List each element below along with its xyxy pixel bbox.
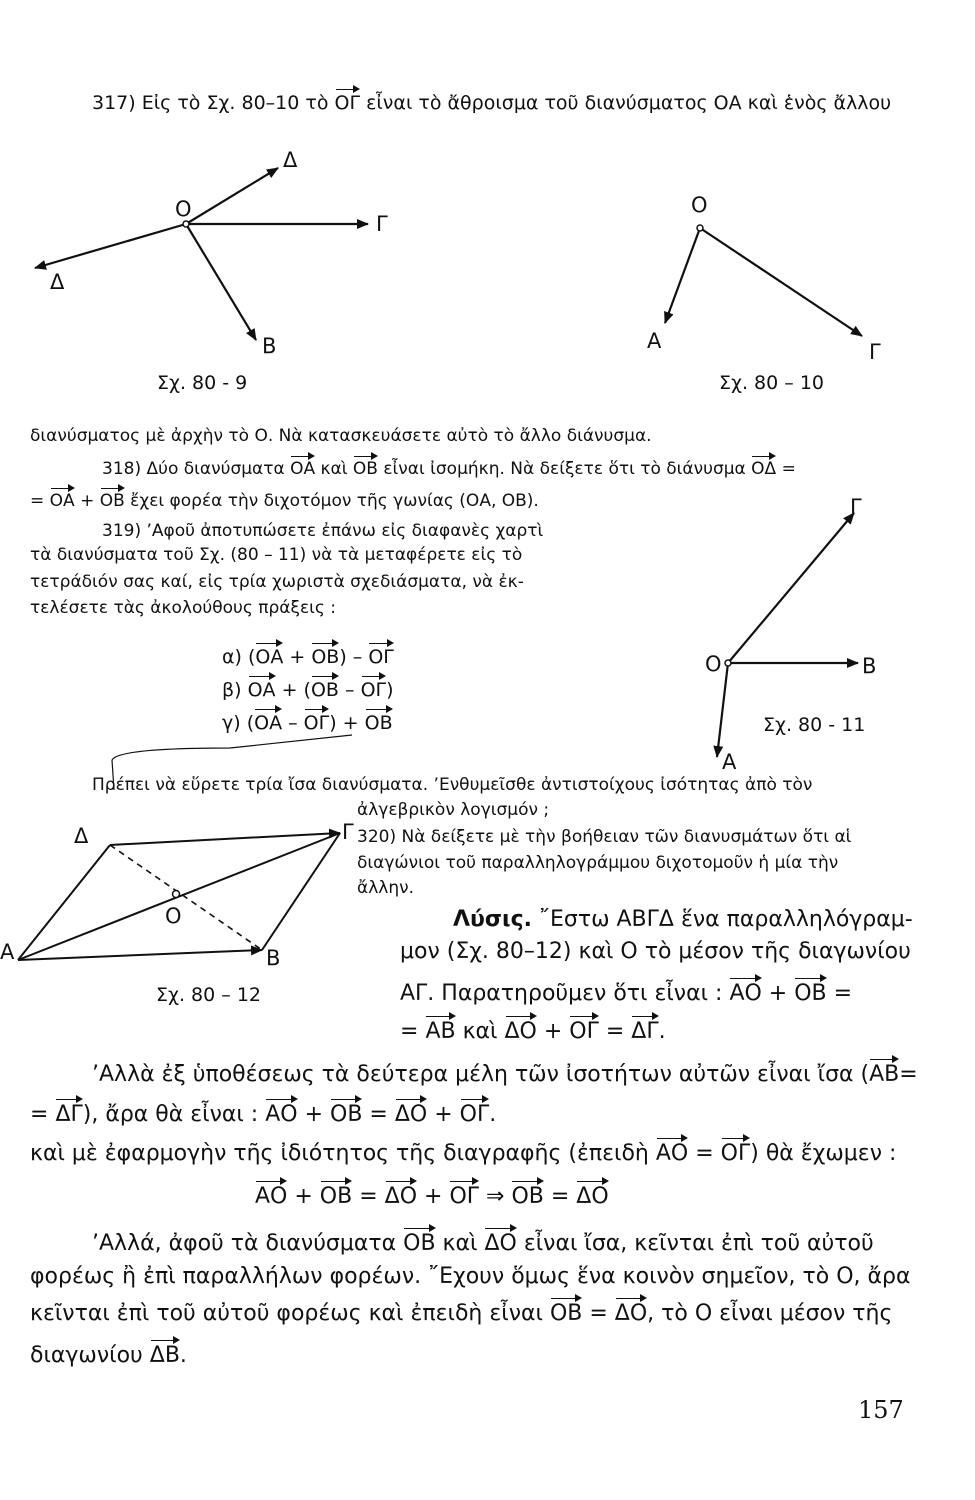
solution-line8: ’Αλλά, ἀφοῦ τὰ διανύσματα ΟΒ καὶ ΔΟ εἶναι ἴσα, κεῖνται ἐπὶ τοῦ αὐτοῦ [92,1231,874,1256]
fig10-label-A: Α [647,329,662,353]
exercise-319-item-b: β) ΟΑ + (ΟΒ – ΟΓ) [222,679,394,701]
exercise-320-line3: ἄλλην. [357,878,415,898]
exercise-318-line1: 318) Δύο διανύσματα ΟΑ καὶ ΟΒ εἶναι ἰσομήκη. Νὰ δείξετε ὅτι τὸ διάνυσμα ΟΔ = [102,459,796,479]
fig9-label-D-left: Δ [50,270,65,294]
figure-80-12 [18,833,340,960]
fig11-arrow-OA [717,663,728,757]
exercise-318-line2: = ΟΑ + ΟΒ ἔχει φορέα τὴν διχοτόμον τῆς γωνίας (ΟΑ, ΟΒ). [30,491,539,511]
fig10-arrow-OG [700,228,862,336]
fig9-arrow-OD [186,168,278,224]
fig12-side-AB [18,950,262,960]
fig11-arrow-OG [728,513,854,663]
exercise-319-line2: τὰ διανύσματα τοῦ Σχ. (80 – 11) νὰ τὰ μεταφέρετε εἰς τὸ [30,545,523,565]
solution-line3: ΑΓ. Παρατηροῦμεν ὅτι εἶναι : ΑΟ + ΟΒ = [400,981,853,1006]
fig11-caption: Σχ. 80 - 11 [763,714,866,736]
exercise-319-line6: ἀλγεβρικὸν λογισμόν ; [357,800,550,820]
exercise-319-item-a: α) (ΟΑ + ΟΒ) – ΟΓ [222,646,394,668]
solution-line1: Λύσις. ῎Εστω ΑΒΓΔ ἕνα παραλληλόγραμ- [453,907,913,932]
fig9-label-B: Β [262,334,277,358]
page-number: 157 [858,1396,904,1424]
solution-line7: καὶ μὲ ἐφαρμογὴν τῆς ἰδιότητος τῆς διαγραφῆς (ἐπειδὴ ΑΟ = ΟΓ) θὰ ἔχωμεν : [30,1141,897,1166]
exercise-320-line1: 320) Νὰ δείξετε μὲ τὴν βοήθειαν τῶν διανυσμάτων ὅτι αἱ [357,827,852,847]
figure-80-10 [665,225,862,336]
exercise-319-line1: 319) ’Αφοῦ ἀποτυπώσετε ἐπάνω εἰς διαφανὲς χαρτὶ [102,521,544,541]
exercise-319-line4: τελέσετε τὰς ἀκολούθους πράξεις : [30,598,336,618]
solution-line9: φορέως ἢ ἐπὶ παραλλήλων φορέων. ῎Εχουν ὅμως ἕνα κοινὸν σημεῖον, τὸ Ο, ἄρα [30,1264,911,1289]
fig11-label-A: Α [722,750,737,774]
solution-line2: μον (Σχ. 80–12) καὶ Ο τὸ μέσον τῆς διαγωνίου [400,939,911,964]
fig12-side-DG [110,833,340,845]
exercise-317-line2: διανύσματος μὲ ἀρχὴν τὸ Ο. Νὰ κατασκευάσετε αὐτὸ τὸ ἄλλο διάνυσμα. [30,426,652,446]
fig11-label-O: Ο [705,652,722,676]
exercise-319-line3: τετράδιόν σας καί, εἰς τρία χωριστὰ σχεδιάσματα, νὰ ἐκ- [30,572,524,592]
fig9-arrow-ODleft [35,224,186,268]
bracket-line [112,735,352,760]
fig9-caption: Σχ. 80 - 9 [157,372,248,394]
solution-heading: Λύσις. [453,907,532,932]
solution-line11: διαγωνίου ΔΒ. [30,1343,187,1368]
figure-80-9 [35,168,368,340]
fig12-label-D: Δ [74,824,89,848]
solution-line5: ’Αλλὰ ἐξ ὑποθέσεως τὰ δεύτερα μέλη τῶν ἰσοτήτων αὐτῶν εἶναι ἴσα (ΑΒ= [92,1062,918,1087]
solution-equation: ΑΟ + ΟΒ = ΔΟ + ΟΓ ⇒ ΟΒ = ΔΟ [255,1184,609,1209]
fig12-side-BG [262,833,340,950]
fig11-label-G: Γ [850,495,862,519]
fig11-label-B: Β [862,654,877,678]
fig12-label-G: Γ [342,820,354,844]
fig10-label-O: Ο [691,193,708,217]
fig12-diagonal-DB [110,845,262,950]
solution-line6: = ΔΓ), ἄρα θὰ εἶναι : ΑΟ + ΟΒ = ΔΟ + ΟΓ. [30,1102,497,1127]
vector-OG: ΟΓ [334,92,361,114]
exercise-319-line5: Πρέπει νὰ εὕρετε τρία ἴσα διανύσματα. ’Ενθυμεῖσθε ἀντιστοίχους ἰσότητας ἀπὸ τὸν [92,775,813,795]
fig9-arrow-OB [186,224,256,340]
fig12-label-A: Α [0,940,15,964]
fig10-caption: Σχ. 80 – 10 [719,372,824,394]
fig12-label-O: Ο [165,904,182,928]
fig12-label-B: Β [266,946,281,970]
solution-line4: = ΑΒ καὶ ΔΟ + ΟΓ = ΔΓ. [400,1019,666,1044]
fig10-arrow-OA [665,228,700,323]
fig12-caption: Σχ. 80 – 12 [156,984,261,1006]
exercise-317-line1: 317) Εἰς τὸ Σχ. 80–10 τὸ ΟΓ εἶναι τὸ ἄθροισμα τοῦ διανύσματος ΟΑ καὶ ἑνὸς ἄλλου [92,92,892,114]
exercise-320-line2: διαγώνιοι τοῦ παραλληλογράμμου διχοτομοῦν ἡ μία τὴν [357,853,839,873]
fig9-label-D-top: Δ [283,148,298,172]
solution-line10: κεῖνται ἐπὶ τοῦ αὐτοῦ φορέως καὶ ἐπειδὴ εἶναι ΟΒ = ΔΟ, τὸ Ο εἶναι μέσον τῆς [30,1301,893,1326]
fig9-label-O: Ο [175,197,192,221]
exercise-319-item-c: γ) (ΟΑ – ΟΓ) + ΟΒ [222,712,393,734]
fig9-label-G: Γ [376,212,388,236]
fig10-label-G: Γ [869,340,881,364]
